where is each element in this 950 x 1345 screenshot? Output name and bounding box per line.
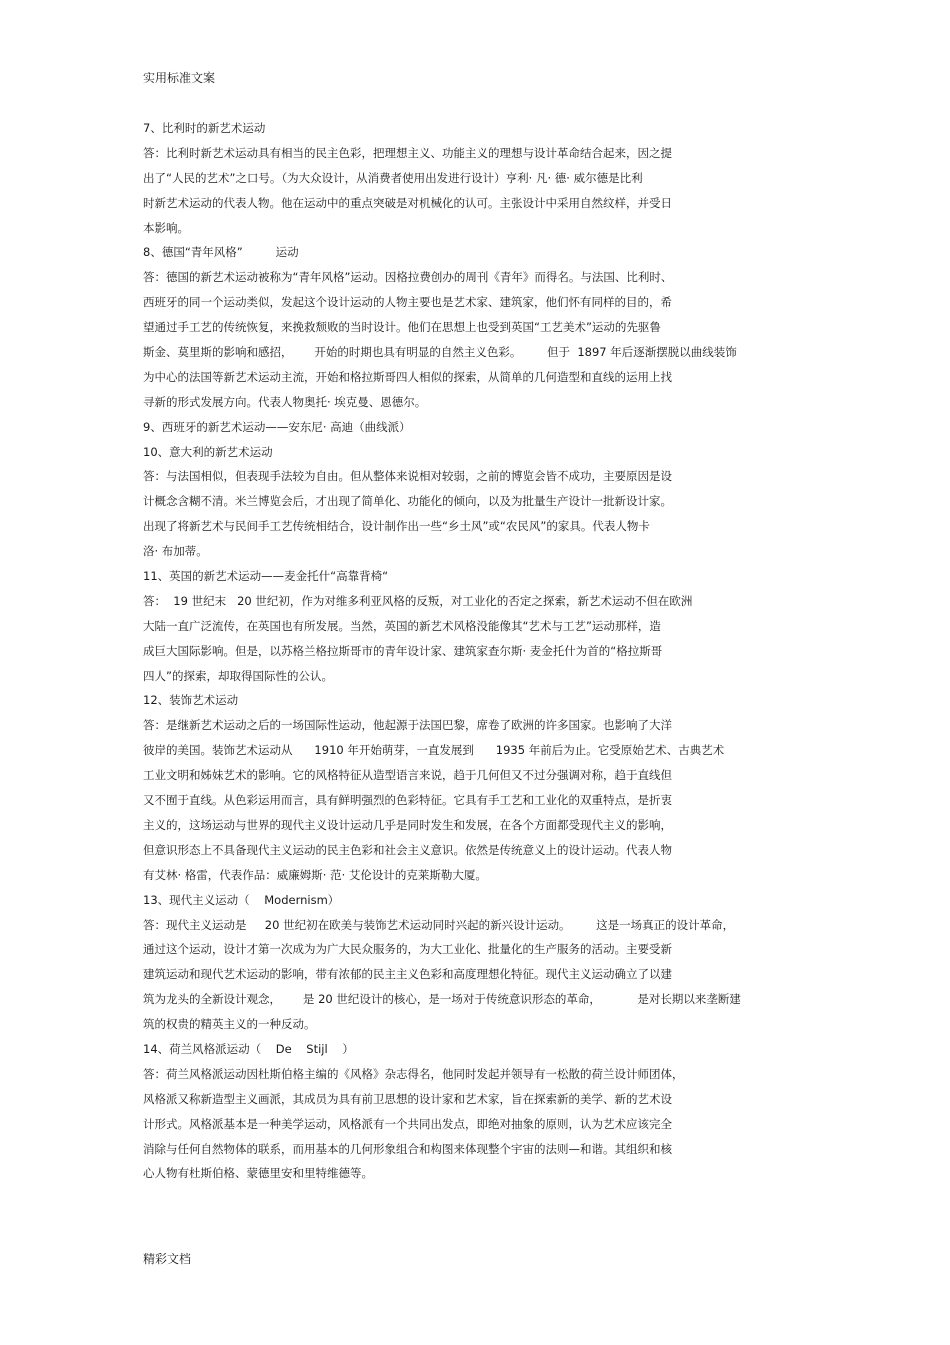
text-line: 望通过手工艺的传统恢复，来挽救颓败的当时设计。他们在思想上也受到英国“工艺美术”运动的先驱鲁 xyxy=(143,320,661,335)
text-line: 12、装饰艺术运动 xyxy=(143,693,239,708)
text-line: 7、比利时的新艺术运动 xyxy=(143,121,266,135)
text-line: 计形式。风格派基本是一种美学运动，风格派有一个共同出发点，即绝对抽象的原则，认为艺术应该完全 xyxy=(143,1116,672,1131)
text-line: 答： 19 世纪末 20 世纪初，作为对维多利亚风格的反叛，对工业化的否定之探索，新艺术运动不但在欧洲 xyxy=(143,593,693,608)
text-line: 8、德国“青年风格” 运动 xyxy=(143,245,299,260)
text-line: 有艾林· 格雷，代表作品：威廉姆斯· 范· 艾伦设计的克莱斯勒大厦。 xyxy=(143,867,487,882)
document-body xyxy=(143,116,803,1186)
text-line: 成巨大国际影响。但是，以苏格兰格拉斯哥市的青年设计家、建筑家查尔斯· 麦金托什为首的“格拉斯哥 xyxy=(143,643,663,658)
text-line: 建筑运动和现代艺术运动的影响，带有浓郁的民主主义色彩和高度理想化特征。现代主义运动确立了以建 xyxy=(143,967,672,982)
text-line: 大陆一直广泛流传，在英国也有所发展。当然，英国的新艺术风格没能像其“艺术与工艺”运动那样，造 xyxy=(143,618,661,633)
text-line: 答：荷兰风格派运动因杜斯伯格主编的《风格》杂志得名，他同时发起并领导有一松散的荷兰设计师团体， xyxy=(143,1066,684,1081)
page-header: 实用标准文案 xyxy=(143,71,216,85)
text-line: 心人物有杜斯伯格、蒙德里安和里特维德等。 xyxy=(143,1166,373,1181)
text-line: 彼岸的美国。装饰艺术运动从 1910 年开始萌芽，一直发展到 1935 年前后为止。它受原始艺术、古典艺术 xyxy=(143,743,725,758)
text-line: 14、荷兰风格派运动（ De Stijl ） xyxy=(143,1041,354,1056)
text-line: 13、现代主义运动（ Modernism） xyxy=(143,892,340,907)
text-line: 出了“人民的艺术”之口号。（为大众设计，从消费者使用出发进行设计）亨利· 凡· 德· 威尔德是比利 xyxy=(143,170,643,185)
text-line: 西班牙的同一个运动类似，发起这个设计运动的人物主要也是艺术家、建筑家，他们怀有同样的目的，希 xyxy=(143,295,672,310)
text-line: 答：是继新艺术运动之后的一场国际性运动，他起源于法国巴黎，席卷了欧洲的许多国家。也影响了大洋 xyxy=(143,718,672,733)
text-line: 答：德国的新艺术运动被称为“青年风格”运动。因格拉费创办的周刊《青年》而得名。与法国、比利时、 xyxy=(143,270,673,285)
text-line: 计概念含糊不清。米兰博览会后，才出现了简单化、功能化的倾向，以及为批量生产设计一批新设计家。 xyxy=(143,494,672,509)
text-line: 答：现代主义运动是 20 世纪初在欧美与装饰艺术运动同时兴起的新兴设计运动。 这是一场真正的设计革命， xyxy=(143,917,735,932)
page-footer: 精彩文档 xyxy=(143,1252,192,1266)
text-line: 风格派又称新造型主义画派，其成员为具有前卫思想的设计家和艺术家，旨在探索新的美学、新的艺术设 xyxy=(143,1091,672,1106)
text-line: 时新艺术运动的代表人物。他在运动中的重点突破是对机械化的认可。主张设计中采用自然纹样，并受日 xyxy=(143,195,672,210)
text-line: 消除与任何自然物体的联系，而用基本的几何形象组合和构图来体现整个宇宙的法则—和谐。其组织和核 xyxy=(143,1141,672,1156)
text-line: 筑的权贵的精英主义的一种反动。 xyxy=(143,1017,316,1032)
text-line: 出现了将新艺术与民间手工艺传统相结合，设计制作出一些“乡土风”或“农民风”的家具。代表人物卡 xyxy=(143,519,650,534)
text-line: 9、西班牙的新艺术运动——安东尼· 高迪（曲线派） xyxy=(143,419,411,434)
text-line: 寻新的形式发展方向。代表人物奥托· 埃克曼、恩德尔。 xyxy=(143,394,427,409)
text-line: 但意识形态上不具备现代主义运动的民主色彩和社会主义意识。依然是传统意义上的设计运动。代表人物 xyxy=(143,842,672,857)
text-line: 通过这个运动，设计才第一次成为为广大民众服务的，为大工业化、批量化的生产服务的活动。主要受新 xyxy=(143,942,672,957)
text-line: 本影响。 xyxy=(143,220,189,235)
text-line: 又不囿于直线。从色彩运用而言，具有鲜明强烈的色彩特征。它具有手工艺和工业化的双重特点，是折衷 xyxy=(143,793,672,808)
text-line: 11、英国的新艺术运动——麦金托什“高靠背椅“ xyxy=(143,569,389,584)
text-line: 斯金、莫里斯的影响和感招， 开始的时期也具有明显的自然主义色彩。 但于 1897 年后逐渐摆脱以曲线装饰 xyxy=(143,345,737,360)
text-line: 四人”的探索，却取得国际性的公认。 xyxy=(143,668,333,683)
text-line: 答：比利时新艺术运动具有相当的民主色彩，把理想主义、功能主义的理想与设计革命结合起来，因之提 xyxy=(143,145,672,160)
text-line: 主义的，这场运动与世界的现代主义设计运动几乎是同时发生和发展，在各个方面都受现代主义的影响， xyxy=(143,817,672,832)
text-line: 10、意大利的新艺术运动 xyxy=(143,444,273,459)
text-line: 工业文明和姊妹艺术的影响。它的风格特征从造型语言来说，趋于几何但又不过分强调对称，趋于直线但 xyxy=(143,768,672,783)
text-line: 洛· 布加蒂。 xyxy=(143,544,208,559)
text-line: 筑为龙头的全新设计观念， 是 20 世纪设计的核心，是一场对于传统意识形态的革命， 是对长期以来垄断建 xyxy=(143,992,741,1007)
text-line: 答：与法国相似，但表现手法较为自由。但从整体来说相对较弱，之前的博览会皆不成功，主要原因是设 xyxy=(143,469,672,484)
text-line: 为中心的法国等新艺术运动主流，开始和格拉斯哥四人相似的探索，从简单的几何造型和直线的运用上找 xyxy=(143,369,672,384)
